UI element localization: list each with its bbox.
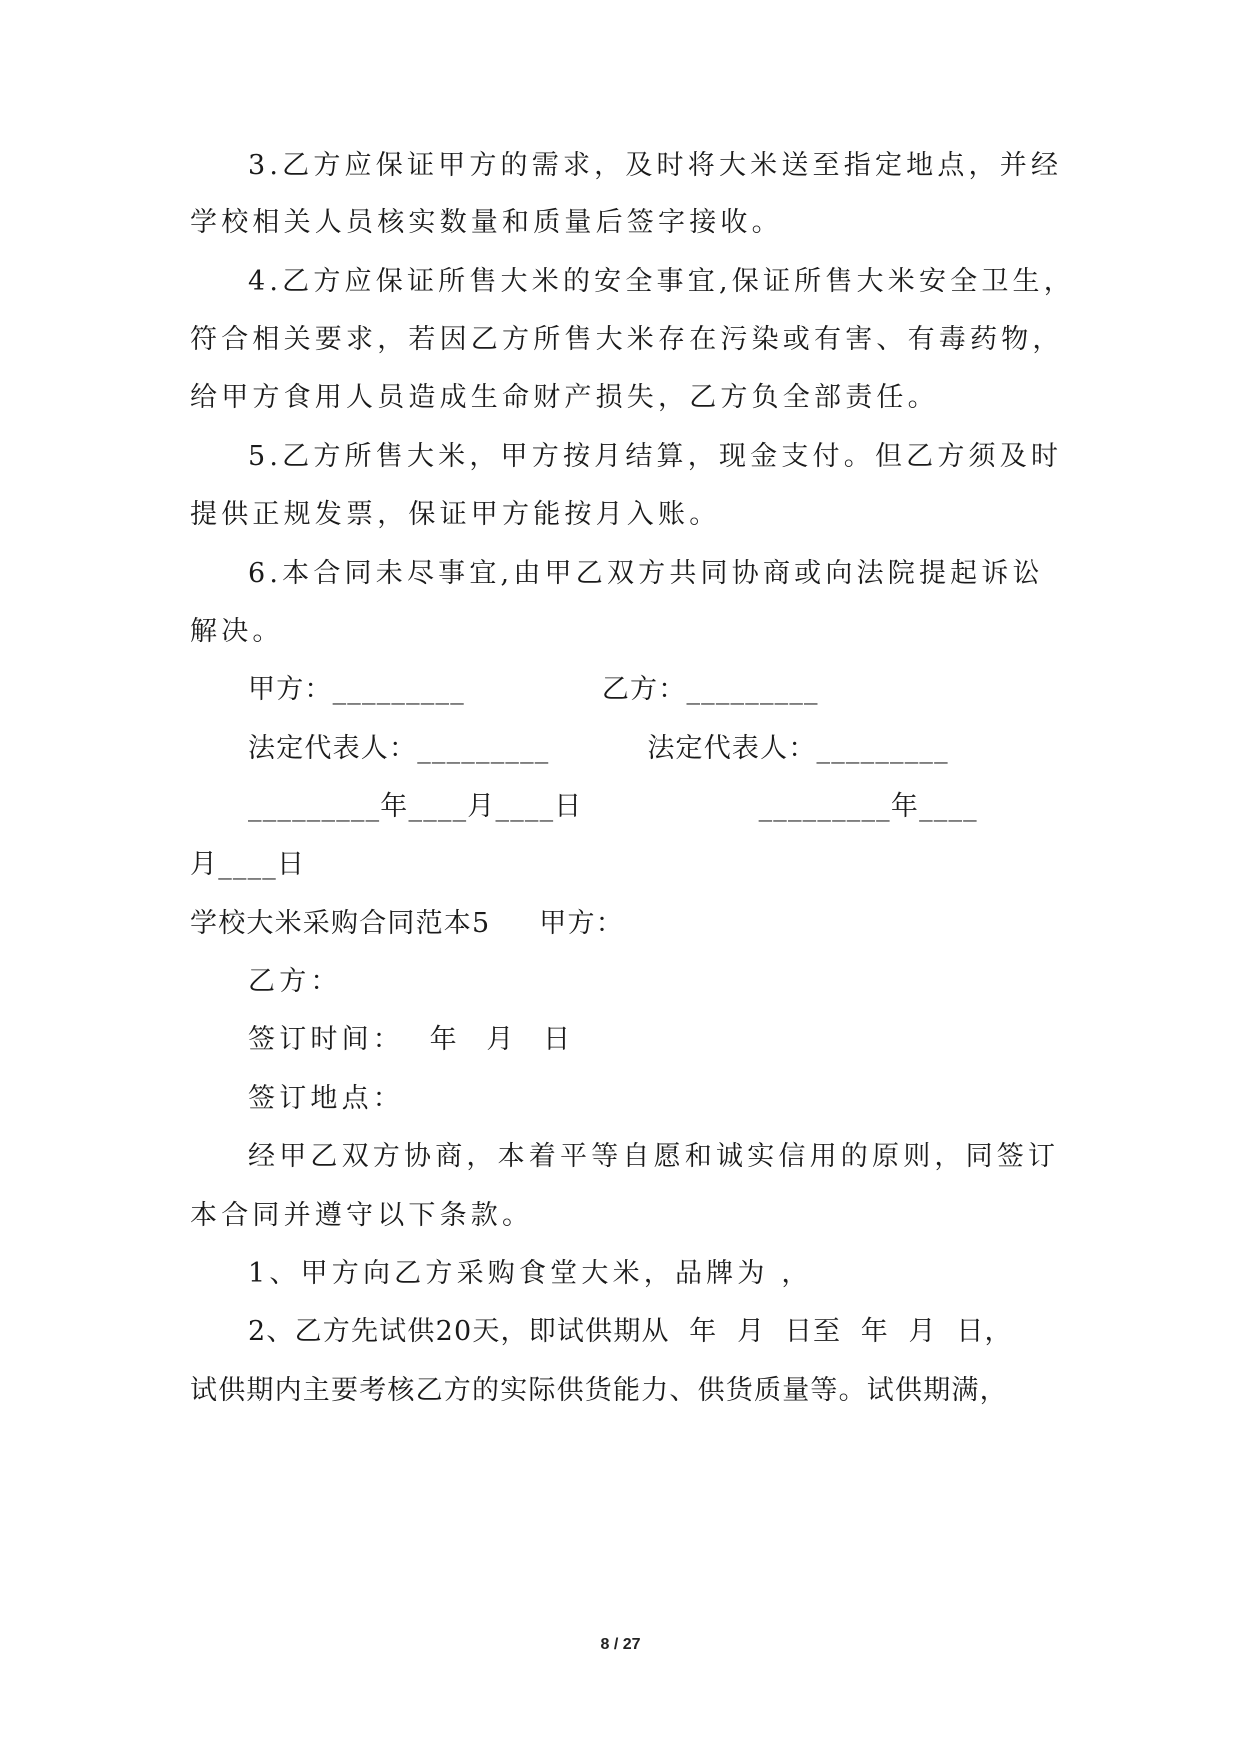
clause-line: 2、乙方先试供20天，即试供期从 年 月 日至 年 月 日， [248,1316,1013,1347]
signature-line-representative: 法定代表人：_________ 法定代表人：_________ [248,733,949,764]
signature-line-party: 甲方：_________ 乙方：_________ [248,674,819,705]
paragraph-line: 3.乙方应保证甲方的需求，及时将大米送至指定地点，并经 [248,150,1063,181]
paragraph-line: 4.乙方应保证所售大米的安全事宜,保证所售大米安全卫生， [248,266,1075,297]
paragraph-line: 提供正规发票，保证甲方能按月入账。 [190,499,721,530]
party-b-line: 乙方： [248,966,342,997]
signature-line-date-cont: 月____日 [190,849,306,880]
signature-line-date: _________年____月____日 _________年____ [248,791,978,822]
signing-place-line: 签订地点： [248,1083,404,1114]
paragraph-line: 经甲乙双方协商，本着平等自愿和诚实信用的原则，同签订 [248,1141,1060,1172]
clause-line: 1、甲方向乙方采购食堂大米，品牌为 ， [248,1258,813,1289]
paragraph-line: 试供期内主要考核乙方的实际供货能力、供货质量等。试供期满， [190,1375,1008,1406]
paragraph-line: 5.乙方所售大米，甲方按月结算，现金支付。但乙方须及时 [248,441,1063,472]
paragraph-line: 6.本合同未尽事宜,由甲乙双方共同协商或向法院提起诉讼 [248,558,1044,589]
paragraph-line: 本合同并遵守以下条款。 [190,1200,534,1231]
signing-time-line: 签订时间： 年 月 日 [248,1024,575,1055]
section-title: 学校大米采购合同范本5 甲方： [190,908,624,939]
paragraph-line: 解决。 [190,616,284,647]
paragraph-line: 学校相关人员核实数量和质量后签字接收。 [190,207,783,238]
paragraph-line: 符合相关要求，若因乙方所售大米存在污染或有害、有毒药物， [190,324,1064,355]
page-number: 8 / 27 [600,1636,641,1653]
paragraph-line: 给甲方食用人员造成生命财产损失，乙方负全部责任。 [190,382,939,413]
